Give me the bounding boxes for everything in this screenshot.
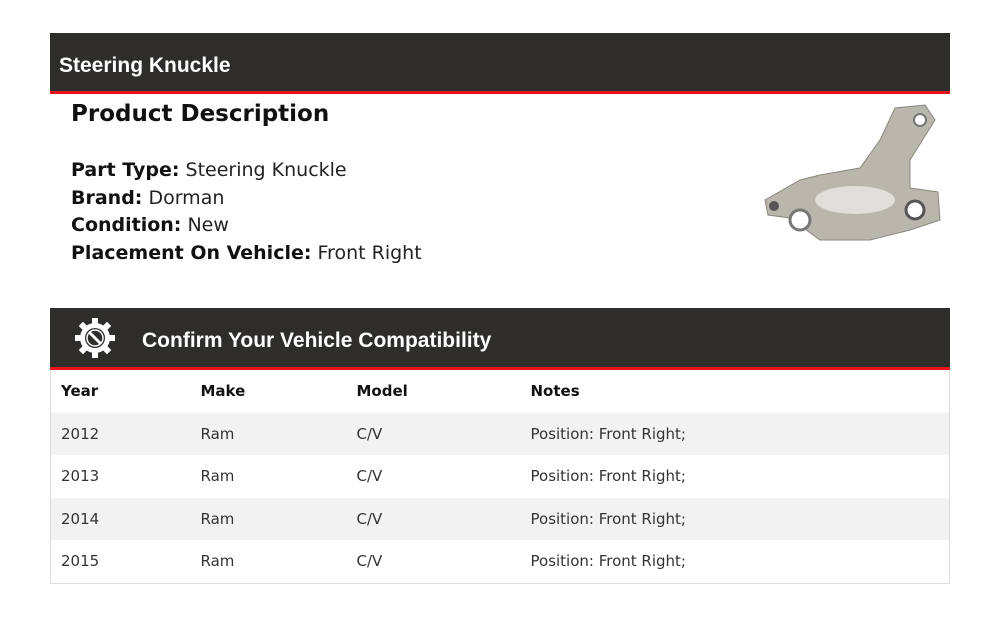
- cell-year: 2012: [51, 413, 191, 456]
- description-heading: Product Description: [71, 101, 330, 127]
- product-title: Steering Knuckle: [59, 54, 231, 77]
- spec-brand: Brand: Dorman: [71, 186, 225, 209]
- table-row: [51, 413, 950, 456]
- cell-make: Ram: [200, 552, 235, 571]
- cell-year: 2013: [61, 467, 100, 486]
- table-header: [51, 370, 950, 413]
- product-image: [760, 100, 945, 245]
- cell-year: 2015: [61, 552, 100, 571]
- spec-placement: Placement On Vehicle: Front Right: [71, 241, 422, 264]
- cell-notes: Position: Front Right;: [530, 552, 686, 571]
- cell-notes: Position: Front Right;: [521, 498, 950, 541]
- cell-notes: Position: Front Right;: [530, 467, 686, 486]
- cell-model: C/V: [347, 413, 521, 456]
- cell-notes: Position: Front Right;: [521, 413, 950, 456]
- spec-part-type: Part Type: Steering Knuckle: [71, 159, 347, 181]
- col-make: Make: [200, 382, 246, 401]
- col-model: Model: [356, 382, 408, 401]
- gear-wrench-icon: [74, 317, 116, 359]
- table-row: [51, 498, 950, 541]
- cell-year: 2014: [51, 498, 191, 541]
- cell-make: Ram: [191, 413, 347, 456]
- col-notes: Notes: [530, 382, 580, 401]
- cell-make: Ram: [200, 467, 235, 486]
- title-bar: [50, 33, 950, 94]
- spec-list: [71, 157, 422, 267]
- cell-model: C/V: [356, 467, 383, 486]
- compat-table: [50, 370, 950, 584]
- compat-bar: [50, 308, 950, 370]
- col-year: Year: [61, 382, 99, 401]
- cell-model: C/V: [356, 552, 383, 571]
- table-row: [51, 540, 950, 583]
- cell-model: C/V: [347, 498, 521, 541]
- spec-condition: Condition: New: [71, 214, 229, 236]
- cell-make: Ram: [191, 498, 347, 541]
- table-row: [51, 455, 950, 498]
- compat-title: Confirm Your Vehicle Compatibility: [142, 329, 492, 352]
